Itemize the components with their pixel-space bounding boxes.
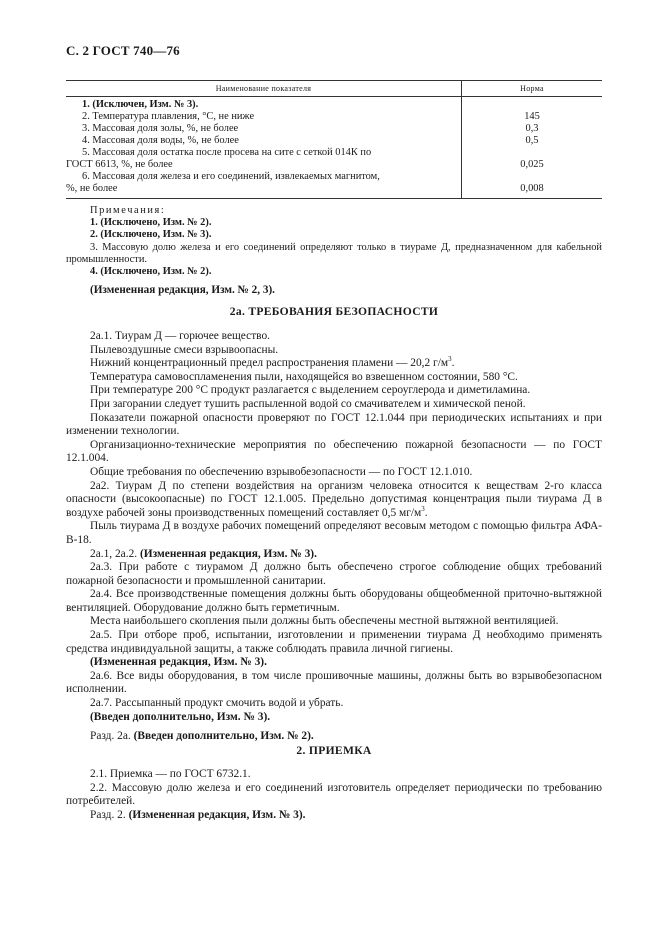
note-item: 1. (Исключено, Изм. № 2). xyxy=(90,217,212,229)
indicators-table xyxy=(66,80,602,199)
amendment-note: (Введен дополнительно, Изм. № 3). xyxy=(90,710,271,723)
paragraph: Организационно-технические мероприятия по обеспечению пожарной безопасности — по ГОСТ 12.1.004. xyxy=(66,438,602,465)
paragraph-text: 2а2. Тиурам Д по степени воздействия на организм человека относится к веществам 2-го класса опасности (высокоопасные) по ГОСТ 12.1.005. Предельно допустимая концентрация пыли тиурама Д в воздухе рабочей зоны производственных помещений составляет 0,5 мг/м xyxy=(66,479,602,519)
paragraph: Пыль тиурама Д в воздухе рабочих помещений определяют весовым методом с помощью фильтра АФА-В-18. xyxy=(66,520,602,546)
paragraph: Показатели пожарной опасности проверяют по ГОСТ 12.1.044 при периодических испытаниях и при изменении технологии. xyxy=(66,411,602,438)
paragraph: Пылевоздушные смеси взрывоопасны. xyxy=(90,343,279,356)
amendment-note: (Измененная редакция, Изм. № 3). xyxy=(128,808,306,821)
amendment-note: (Введен дополнительно, Изм. № 2). xyxy=(133,730,314,743)
paragraph: 2.2. Массовую долю железа и его соединений изготовитель определяет периодически по требованию потребителей. xyxy=(66,781,602,808)
paragraph: 2а.6. Все виды оборудования, в том числе прошивочные машины, должны быть во взрывобезопасном исполнении. xyxy=(66,669,602,696)
paragraph xyxy=(66,480,602,521)
notes-amendment: (Измененная редакция, Изм. № 2, 3). xyxy=(90,284,275,297)
paragraph: При температуре 200 °С продукт разлагается с выделением сероуглерода и диметиламина. xyxy=(90,384,531,397)
table-row-label: 2. Температура плавления, °С, не ниже xyxy=(82,111,255,122)
table-row-label: 3. Массовая доля золы, %, не более xyxy=(82,123,239,134)
table-body xyxy=(66,97,602,199)
note-item: 3. Массовую долю железа и его соединений определяют только в тиураме Д, предназначенном для кабельной промышленности. xyxy=(66,241,602,265)
paragraph xyxy=(66,548,602,562)
paragraph: Температура самовоспламенения пыли, находящейся во взвешенном состоянии, 580 °С. xyxy=(90,370,518,383)
column-header-norm: Норма xyxy=(520,84,544,93)
norm-column xyxy=(462,97,602,198)
table-cell-value: 0,5 xyxy=(525,135,539,146)
paragraph: 2а.5. При отборе проб, испытании, изготовлении и применении тиурама Д необходимо применять средства индивидуальной защиты, а также соблюдать правила личной гигиены. xyxy=(66,629,602,655)
paragraph xyxy=(66,730,602,744)
paragraph: 2а.3. При работе с тиурамом Д должно быть обеспечено строгое соблюдение общих требований пожарной безопасности и промышленной санитарии. xyxy=(66,561,602,587)
notes-title: Примечания: xyxy=(90,205,166,216)
paragraph xyxy=(66,809,602,823)
column-header-indicator: Наименование показателя xyxy=(66,81,462,96)
paragraph: 2.1. Приемка — по ГОСТ 6732.1. xyxy=(90,768,251,780)
paragraph: Общие требования по обеспечению взрывобезопасности — по ГОСТ 12.1.010. xyxy=(90,465,473,478)
table-row-label: 5. Массовая доля остатка после просева на сите с сеткой 014К по xyxy=(82,147,372,158)
paragraph-text: Разд. 2. xyxy=(90,808,129,821)
amendment-note: (Измененная редакция, Изм. № 3). xyxy=(139,547,317,560)
table-cell-value: 145 xyxy=(524,111,540,122)
punct: . xyxy=(451,357,455,370)
table-cell-value: 0,025 xyxy=(520,159,544,170)
table-row-label-cont: ГОСТ 6613, %, не более xyxy=(66,159,173,170)
table-row-label: 1. (Исключен, Изм. № 3). xyxy=(82,99,199,110)
section-heading-safety: 2а. ТРЕБОВАНИЯ БЕЗОПАСНОСТИ xyxy=(229,305,439,318)
paragraph-text: Нижний концентрационный предел распространения пламени — 20,2 г/м xyxy=(90,357,449,370)
table-row-label-cont: %, не более xyxy=(66,183,118,194)
table-row-label: 6. Массовая доля железа и его соединений, извлекаемых магнитом, xyxy=(82,171,380,182)
punct: . xyxy=(424,506,428,519)
table-cell-value: 0,008 xyxy=(520,183,544,194)
paragraph: 2а.4. Все производственные помещения должны быть оборудованы общеобменной приточно-вытяжной вентиляцией. Оборудование должно быть герметичным. xyxy=(66,588,602,614)
table-notes xyxy=(66,205,602,296)
paragraph: При загорании следует тушить распыленной водой со смачивателем и химической пеной. xyxy=(90,397,526,410)
paragraph xyxy=(66,357,602,371)
superscript: 3 xyxy=(421,504,425,513)
table-row-label: 4. Массовая доля воды, %, не более xyxy=(82,135,239,146)
paragraph: Места наибольшего скопления пыли должны быть обеспечены местной вытяжной вентиляцией. xyxy=(90,615,559,628)
paragraph: 2а.7. Рассыпанный продукт смочить водой и убрать. xyxy=(90,697,344,710)
table-cell-value: 0,3 xyxy=(525,123,539,134)
paragraph: 2а.1. Тиурам Д — горючее вещество. xyxy=(90,330,271,342)
paragraph-text: 2а.1, 2а.2. xyxy=(90,547,140,560)
amendment-note: (Измененная редакция, Изм. № 3). xyxy=(90,656,267,669)
note-item: 2. (Исключено, Изм. № 3). xyxy=(90,229,212,241)
indicator-column xyxy=(66,97,462,198)
note-item: 4. (Исключено, Изм. № 2). xyxy=(90,266,212,278)
page-header: С. 2 ГОСТ 740—76 xyxy=(66,43,180,58)
section-safety xyxy=(66,330,602,744)
section-acceptance xyxy=(66,768,602,822)
section-heading-acceptance: 2. ПРИЕМКА xyxy=(296,744,372,757)
paragraph-text: Разд. 2а. xyxy=(90,730,134,743)
superscript: 3 xyxy=(448,355,452,364)
table-header xyxy=(66,80,602,97)
